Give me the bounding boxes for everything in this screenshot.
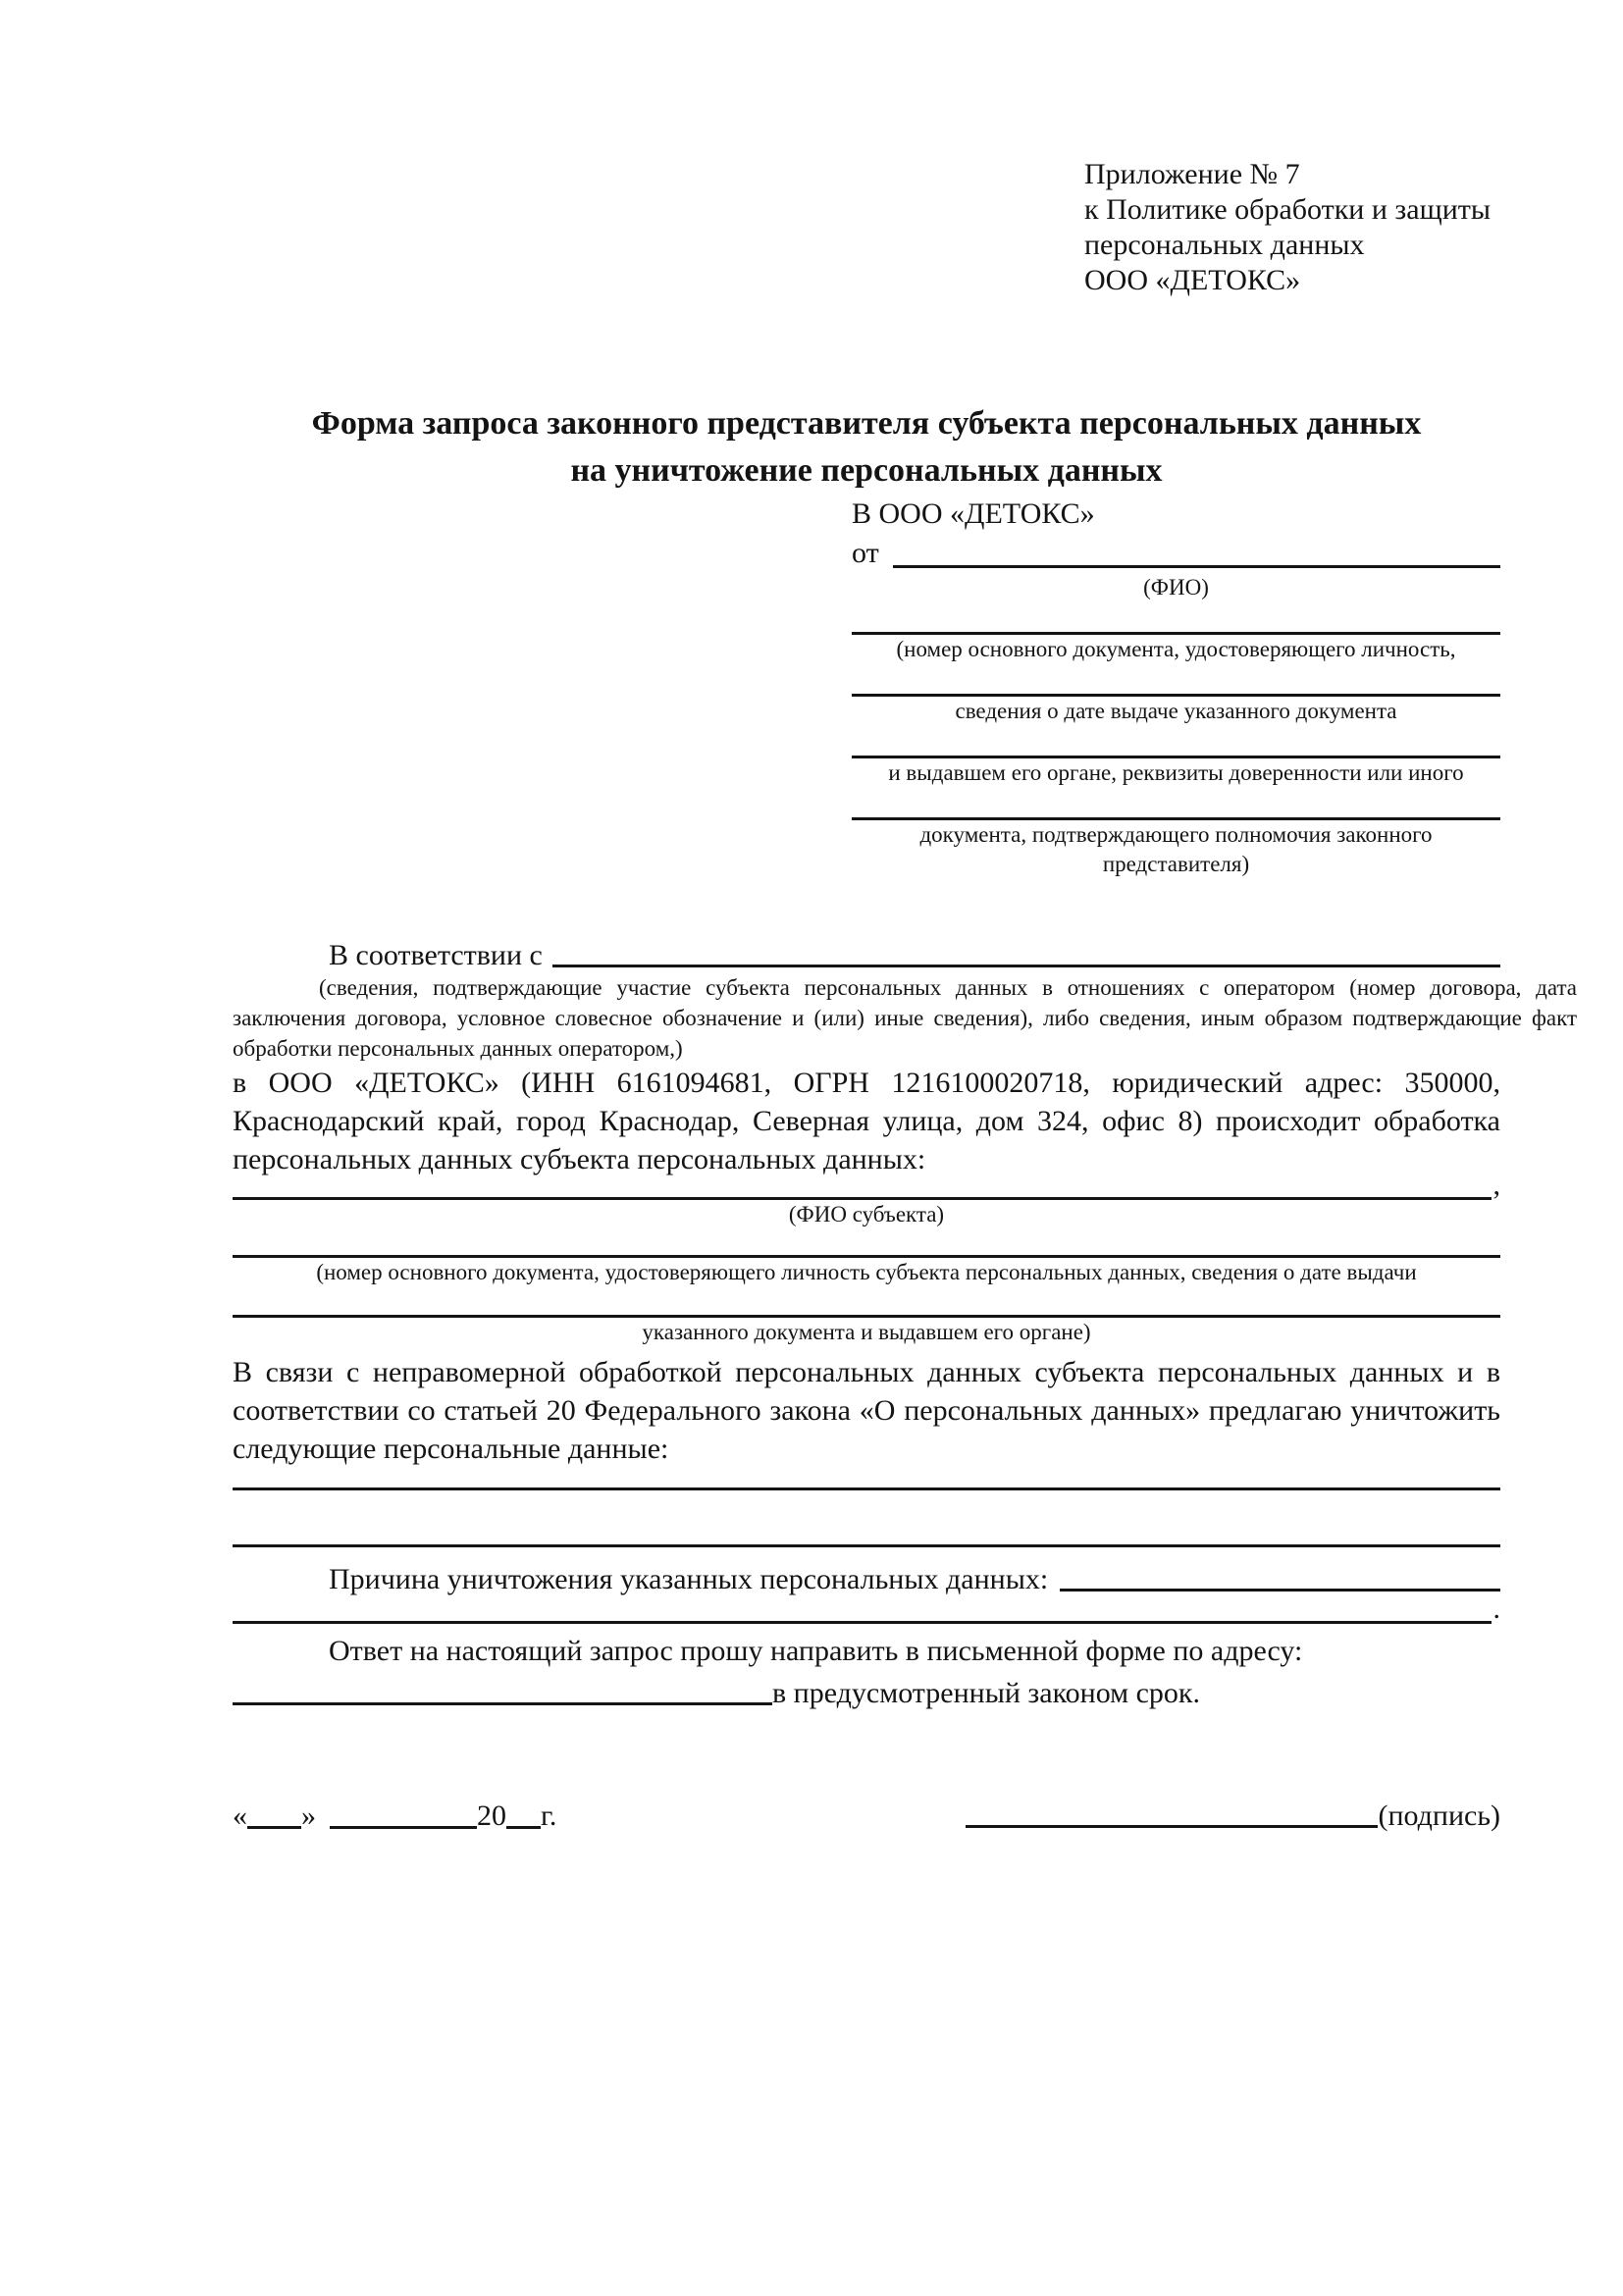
date-open-quote: «: [233, 1800, 247, 1832]
caption-issue-date: сведения о дате выдаче указанного документа: [955, 699, 1397, 723]
reason-row: [233, 1557, 1500, 1596]
response-paragraph: Ответ на настоящий запрос прошу направить в письменной форме по адресу:: [329, 1635, 1303, 1667]
caption-power-of-attorney: документа, подтверждающего полномочия законного представителя): [919, 822, 1433, 876]
according-label: В соответствии с: [329, 939, 543, 971]
signature-caption: (подпись): [1378, 1800, 1500, 1832]
fill-line-data-1: [233, 1487, 1500, 1490]
fill-line-year: [506, 1826, 541, 1829]
appendix-header: [1084, 157, 1500, 298]
date-signature-row: [233, 1794, 1500, 1833]
reason-line-period: .: [1492, 1592, 1500, 1625]
date-close-quote: »: [301, 1800, 316, 1832]
recipient-to: В ООО «ДЕТОКС»: [852, 497, 1095, 530]
fill-line-representative-name: [893, 565, 1500, 568]
operator-paragraph: в ООО «ДЕТОКС» (ИНН 6161094681, ОГРН 1216100020718, юридический адрес: 350000, Краснодарский край, город Краснодар, Северная улица, дом 324, офис 8) происходит обработка персональных данных субъекта персональных данных:: [233, 1067, 1500, 1175]
demand-paragraph: В связи с неправомерной обработкой персональных данных субъекта персональных данных и в соответствии со статьей 20 Федерального закона «О персональных данных» предлагаю уничтожить следующие персональные данные:: [233, 1356, 1500, 1465]
fill-line-reason: [1060, 1589, 1500, 1592]
according-note: (сведения, подтверждающие участие субъекта персональных данных в отношениях с оператором (номер договора, дата заключения договора, условное словесное обозначение и (или) иные сведения), либо сведения, иным образом подтверждающие факт обработки персональных данных оператором,): [233, 975, 1577, 1061]
data-list-row-1: [233, 1487, 1500, 1490]
recipient-block: [852, 495, 1500, 879]
year-suffix: г.: [541, 1800, 557, 1832]
caption-subject-doc-issuer: указанного документа и выдавшем его органе): [642, 1320, 1091, 1344]
caption-id-document: (номер основного документа, удостоверяющего личность,: [896, 637, 1456, 661]
caption-subject-fio: (ФИО субъекта): [788, 1202, 945, 1226]
year-prefix: 20: [477, 1800, 506, 1832]
fill-line-day: [247, 1826, 301, 1829]
document-title-line-1: Форма запроса законного представителя субъекта персональных данных: [311, 405, 1422, 442]
signature-field: [966, 1800, 1500, 1833]
appendix-line-1: Приложение № 7: [1084, 158, 1300, 190]
subject-name-row: [233, 1169, 1500, 1201]
from-label: от: [852, 537, 879, 569]
fill-line-reason-continued: [233, 1621, 1492, 1624]
response-suffix: в предусмотренный законом срок.: [772, 1677, 1200, 1709]
document-title: [233, 400, 1500, 495]
document-title-line-2: на уничтожение персональных данных: [570, 452, 1163, 489]
from-row: [852, 534, 1500, 573]
appendix-line-4: ООО «ДЕТОКС»: [1084, 264, 1301, 296]
fill-line-month: [330, 1826, 477, 1829]
subject-line-comma: ,: [1492, 1169, 1500, 1201]
reason-continuation-row: [233, 1592, 1500, 1625]
appendix-line-3: персональных данных: [1084, 229, 1365, 261]
appendix-line-2: к Политике обработки и защиты: [1084, 193, 1492, 226]
fill-line-data-2: [233, 1544, 1500, 1547]
response-address-row: [233, 1671, 1500, 1710]
fill-line-signature: [966, 1825, 1378, 1828]
according-row: [233, 933, 1500, 972]
date-field: [233, 1800, 556, 1833]
caption-fio: (ФИО): [1143, 575, 1209, 600]
fill-line-response-address: [233, 1702, 772, 1705]
caption-issuing-authority: и выдавшем его органе, реквизиты доверенности или иного: [888, 760, 1464, 785]
data-list-row-2: [233, 1544, 1500, 1547]
reason-label: Причина уничтожения указанных персональных данных:: [329, 1563, 1049, 1595]
fill-line-relationship-proof: [552, 965, 1500, 967]
caption-subject-document: (номер основного документа, удостоверяющего личность субъекта персональных данных, сведения о дате выдачи: [316, 1260, 1417, 1284]
